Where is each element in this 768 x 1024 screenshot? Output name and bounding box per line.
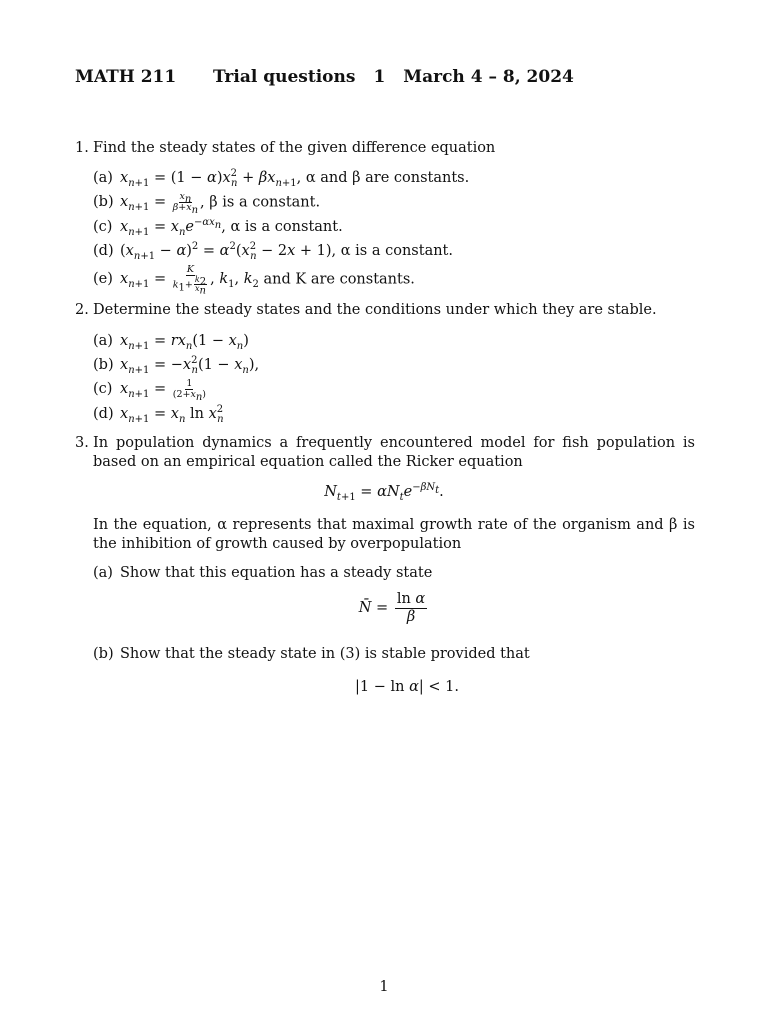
question-number: 3. [75,435,89,451]
part-condition: , α is a constant. [331,243,453,259]
equation: $x_{n+1} = rx_n(1 - x_n)$ [120,333,249,352]
question-text: Determine the steady states and the conditions under which they are stable. [93,302,657,318]
course-code: MATH 211 [75,67,177,87]
part-1e [93,264,415,297]
part-text: Show that the steady state in (3) is stable provided that [120,646,530,662]
document-title: Trial questions [213,67,356,87]
part-1d [93,242,453,261]
part-label: (d) [93,406,114,422]
document-header [75,66,574,88]
part-label: (b) [93,357,114,373]
part-2a [93,332,249,351]
part-1b [93,191,321,216]
stability-condition: |1 − ln α| < 1. [355,679,459,695]
page-number: 1 [379,979,389,995]
part-label: (a) [93,333,113,349]
part-label: (a) [93,170,113,186]
equation: $x_{n+1} = (1 - \alpha)x^2_n + \beta x_{n+1}$ [120,168,297,189]
explanation-text: In the equation, α represents that maximal growth rate of the organism and β is the inhibition of growth caused by overpopulation [93,517,695,552]
question-number: 1. [75,140,89,156]
sheet-number: 1 [373,67,386,87]
part-2d [93,405,224,424]
part-label: (c) [93,219,113,235]
part-text: Show that this equation has a steady state [120,565,433,581]
equation: $x_{n+1} = -x^2_n(1 - x_n)$, [120,355,260,376]
part-label: (a) [93,565,113,581]
equation: $x_{n+1} = x_ne^{-\alpha x_n}$ [120,217,222,238]
equation: $x_{n+1}$ = $\frac{1}{(2+x_n)}$ [120,378,207,403]
part-label: (c) [93,381,113,398]
part-label: (b) [93,646,114,662]
part-label: (b) [93,194,114,211]
part-condition: , α and β are constants. [296,170,470,186]
ricker-equation: $N_{t+1} = \alpha N_te^{-\beta N_t}$. [324,482,444,503]
question-number: 2. [75,302,89,318]
equation: $x_{n+1}$ = $\frac{x_n}{\beta+x_n}$ [120,191,199,216]
question-text: Find the steady states of the given difference equation [93,140,496,156]
date-range: March 4 – 8, 2024 [403,67,574,87]
equation: $x_{n+1}$ = K $k_1+$ $\frac{k_2}{x_n}$ , $k_1$, $k_2$ [120,264,259,297]
equation: $x_{n+1} = x_n$ $\ln x^2_n$ [120,404,224,425]
part-1a [93,169,469,188]
part-label: (d) [93,243,114,259]
equation: $(x_{n+1} - \alpha)^2 = \alpha^2(x^2_n - 2x + 1)$ [120,241,332,262]
part-label: (e) [93,271,113,288]
part-2c [93,378,208,403]
part-2b [93,356,259,375]
part-condition: , α is a constant. [221,219,343,235]
part-1c [93,218,343,237]
question-text: In population dynamics a frequently encountered model for fish population is based on an empirical equation called the Ricker equation [93,435,695,470]
part-condition: , β is a constant. [200,194,321,211]
steady-state-equation: N̄ = $\frac{\text{ln α}}{\beta}$ [358,591,426,625]
part-condition: and K are constants. [258,271,415,288]
